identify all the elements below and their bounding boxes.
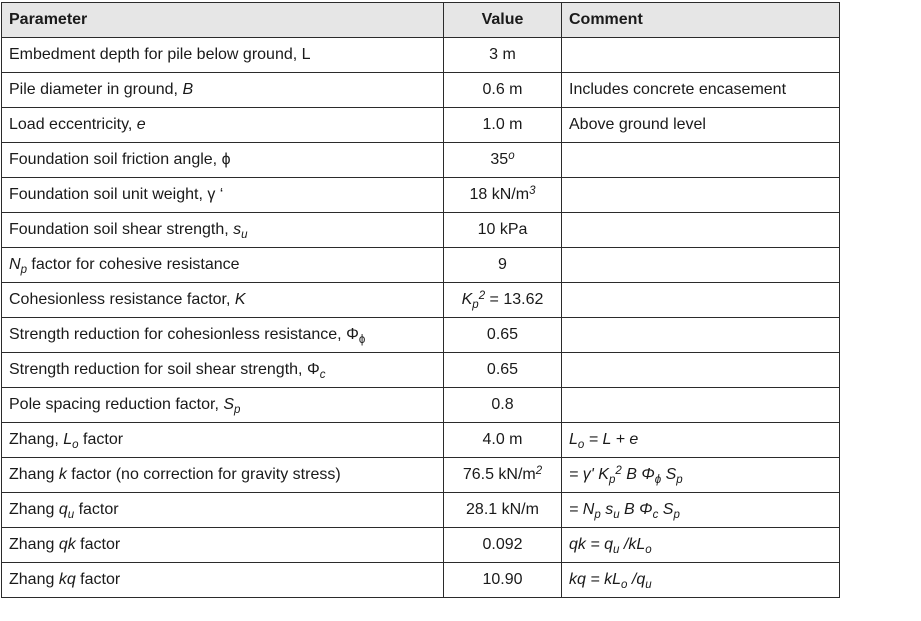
comment-cell (562, 143, 840, 178)
comment-cell (562, 38, 840, 73)
comment-cell (562, 213, 840, 248)
parameter-cell: Load eccentricity, e (2, 108, 444, 143)
parameter-cell: Foundation soil unit weight, γ ‘ (2, 178, 444, 213)
parameter-cell: Zhang k factor (no correction for gravity stress) (2, 458, 444, 493)
table-row (2, 283, 840, 318)
value-cell: 4.0 m (444, 423, 562, 458)
comment-cell: $L_o = L + e$ (562, 423, 840, 458)
parameter-cell: Pile diameter in ground, B (2, 73, 444, 108)
value-cell: 28.1 kN/m (444, 493, 562, 528)
value-cell: 18 $kN/m^3$ (444, 178, 562, 213)
value-cell: 0.6 m (444, 73, 562, 108)
value-cell: 76.5 $kN/m^2$ (444, 458, 562, 493)
comment-cell (562, 283, 840, 318)
parameter-cell: Zhang kq factor (2, 563, 444, 598)
value-cell: 0.65 (444, 353, 562, 388)
value-cell: 10.90 (444, 563, 562, 598)
parameter-cell: Strength reduction for cohesionless resistance, $\Phi_\phi$ (2, 318, 444, 353)
parameter-cell: Foundation soil shear strength, $s_u$ (2, 213, 444, 248)
comment-cell (562, 388, 840, 423)
parameter-cell: $N_p$ factor for cohesive resistance (2, 248, 444, 283)
value-cell: 0.8 (444, 388, 562, 423)
table-row (2, 493, 840, 528)
comment-cell: kq = $kL_o$ $/q_u$ (562, 563, 840, 598)
table-row (2, 388, 840, 423)
parameter-cell: Strength reduction for soil shear strength, $\Phi_c$ (2, 353, 444, 388)
comment-cell (562, 178, 840, 213)
parameter-cell: Embedment depth for pile below ground, L (2, 38, 444, 73)
table-row (2, 563, 840, 598)
value-cell: $K_p^2 = 13.62$ (444, 283, 562, 318)
value-cell: 35$^o$ (444, 143, 562, 178)
parameter-cell: Foundation soil friction angle, ϕ (2, 143, 444, 178)
comment-cell: Above ground level (562, 108, 840, 143)
table-body (2, 38, 840, 598)
table-row (2, 423, 840, 458)
value-cell: 9 (444, 248, 562, 283)
comment-cell (562, 248, 840, 283)
value-cell: 3 m (444, 38, 562, 73)
table-header-row (2, 3, 840, 38)
value-cell: 0.092 (444, 528, 562, 563)
table-row (2, 73, 840, 108)
comment-cell: Includes concrete encasement (562, 73, 840, 108)
comment-cell: qk = $q_u$ $/kL_o$ (562, 528, 840, 563)
header-value: Value (444, 3, 562, 38)
table-row (2, 353, 840, 388)
value-cell: 1.0 m (444, 108, 562, 143)
table-row (2, 38, 840, 73)
comment-cell (562, 353, 840, 388)
table-row (2, 108, 840, 143)
comment-cell: = γ' $K_p^2$ B $\Phi_\phi$ $S_p$ (562, 458, 840, 493)
parameter-cell: Zhang $q_u$ factor (2, 493, 444, 528)
comment-cell: = $N_p$ $s_u$ B $\Phi_c$ $S_p$ (562, 493, 840, 528)
table-row (2, 143, 840, 178)
table-row (2, 528, 840, 563)
table-row (2, 178, 840, 213)
table-row (2, 213, 840, 248)
table-row (2, 318, 840, 353)
parameter-cell: Pole spacing reduction factor, $S_p$ (2, 388, 444, 423)
parameter-cell: Cohesionless resistance factor, K (2, 283, 444, 318)
parameter-cell: Zhang, $L_o$ factor (2, 423, 444, 458)
header-comment: Comment (562, 3, 840, 38)
value-cell: 10 kPa (444, 213, 562, 248)
comment-cell (562, 318, 840, 353)
value-cell: 0.65 (444, 318, 562, 353)
parameter-table (1, 2, 840, 598)
table-row (2, 458, 840, 493)
parameter-cell: Zhang qk factor (2, 528, 444, 563)
header-parameter: Parameter (2, 3, 444, 38)
table-row (2, 248, 840, 283)
